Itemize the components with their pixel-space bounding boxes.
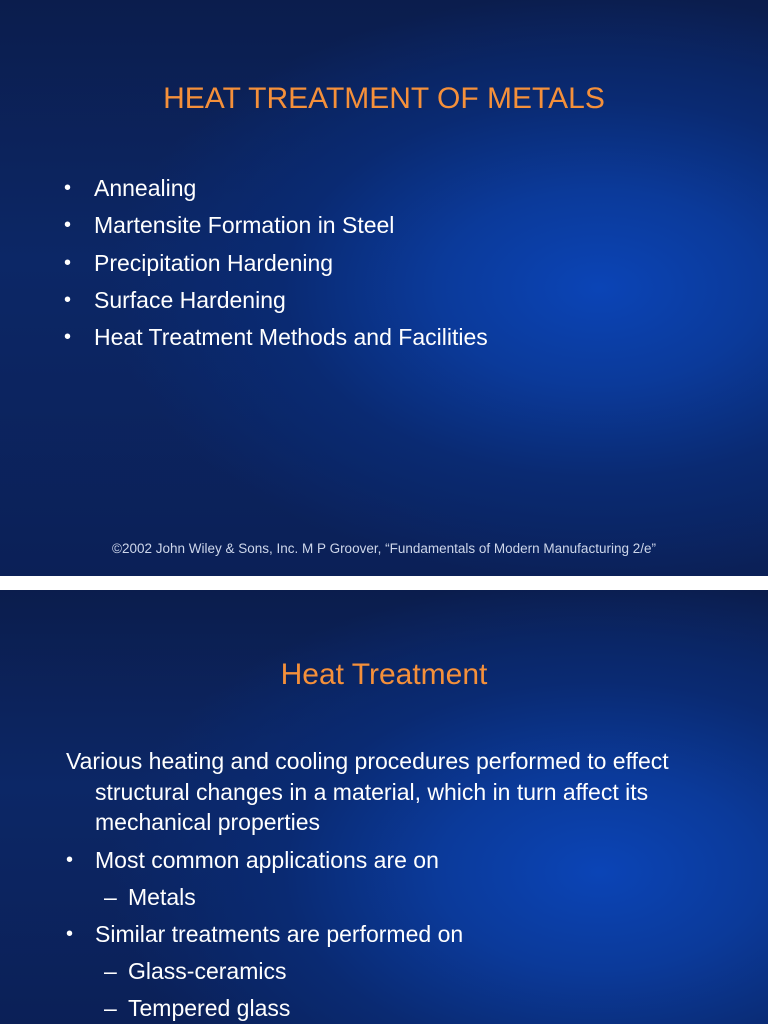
list-item (62, 319, 488, 356)
slide-2 (0, 590, 768, 1024)
list-item (62, 207, 488, 244)
bullet-text: Heat Treatment Methods and Facilities (94, 324, 488, 351)
bullet-icon: • (64, 177, 72, 199)
list-item (66, 842, 726, 879)
bullet-text: Surface Hardening (94, 286, 286, 313)
sub-list-item (66, 879, 726, 916)
list-item (62, 170, 488, 207)
sub-list-item (66, 953, 726, 990)
bullet-icon: • (64, 214, 72, 237)
list-item (62, 282, 488, 319)
slide-title: Heat Treatment (280, 658, 488, 691)
bullet-text: Martensite Formation in Steel (94, 212, 395, 239)
sub-bullet-text: Glass-ceramics (128, 957, 287, 984)
bullet-text: Similar treatments are performed on (95, 920, 464, 947)
bullet-icon: • (64, 326, 72, 349)
sub-list-item (66, 990, 726, 1024)
slide-divider (0, 576, 768, 590)
copyright-footer: ©2002 John Wiley & Sons, Inc. M P Groover, “Fundamentals of Modern Manufacturing 2/e” (112, 541, 656, 556)
dash-icon: – (104, 994, 117, 1021)
dash-icon: – (104, 883, 117, 910)
bullet-text: Precipitation Hardening (94, 249, 334, 276)
list-item (62, 245, 488, 282)
bullet-icon: • (64, 288, 72, 311)
bullet-text: Most common applications are on (95, 846, 439, 873)
bullet-list (62, 170, 488, 356)
bullet-text: Annealing (94, 175, 197, 201)
bullet-icon: • (66, 848, 74, 871)
definition-paragraph: Various heating and cooling procedures performed to effect structural changes in a material, which in turn affect its mechanical properties (66, 748, 669, 836)
bullet-icon: • (66, 922, 74, 945)
sub-bullet-text: Tempered glass (128, 994, 291, 1021)
list-item (66, 916, 726, 953)
slide-body (66, 746, 726, 1024)
slide-title: HEAT TREATMENT OF METALS (163, 82, 605, 115)
bullet-icon: • (64, 251, 72, 274)
sub-bullet-text: Metals (128, 883, 196, 910)
dash-icon: – (104, 957, 117, 984)
